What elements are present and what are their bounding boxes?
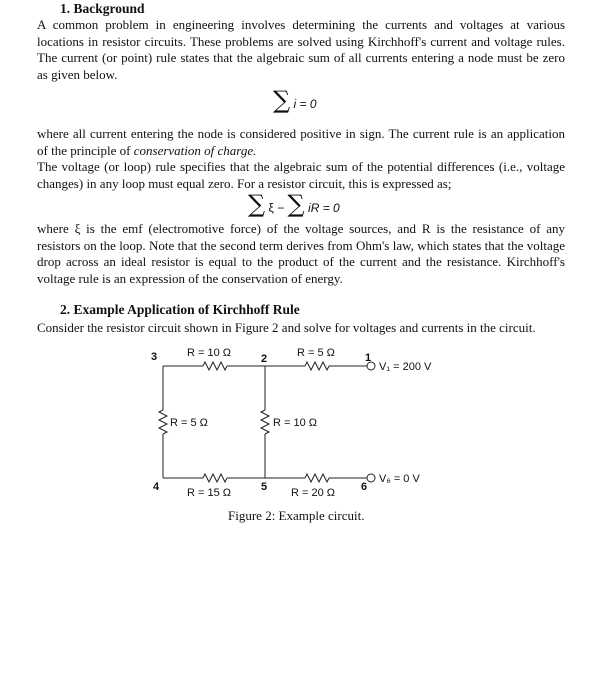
node-5-label: 5 (261, 481, 268, 493)
resistor-3-2 (203, 362, 227, 370)
sigma-symbol-2: ∑ (287, 190, 305, 218)
section2-intro: Consider the resistor circuit shown in Figure 2 and solve for voltages and currents in the circuit. (37, 320, 536, 335)
resistor-5-6 (305, 474, 329, 482)
background-paragraph-4: where ξ is the emf (electromotive force) of the voltage sources, and R is the resistance of any resistors on the loop. Note that the second term derives from Ohm's law, which states that the voltage drop across an ideal resistor is equal to the product of the current and the resistance. Kirchhoff's voltage rule is an expression of the conservation of energy. (37, 221, 565, 286)
node-1-label: 1 (365, 352, 372, 364)
eq1-text: i = 0 (293, 97, 317, 111)
figure-caption: Figure 2: Example circuit. (228, 508, 365, 523)
para2-text: where all current entering the node is considered positive in sign. The current rule is an application of the principle of (37, 126, 565, 158)
v1-label: V₁ = 200 V (379, 361, 432, 373)
section2-heading: 2. Example Application of Kirchhoff Rule (60, 302, 300, 317)
node-2-label: 2 (261, 353, 268, 365)
section1-heading: 1. Background (60, 1, 145, 16)
eq2-text: iR = 0 (308, 201, 340, 215)
para2-italic: conservation of charge. (133, 142, 257, 158)
background-paragraph-3: The voltage (or loop) rule specifies that the algebraic sum of the potential differences (i.e., voltage changes) in any loop must equal zero. For a resistor circuit, this is expressed as; (37, 159, 565, 191)
sigma-symbol: ∑ (273, 86, 291, 114)
node-4-label: 4 (153, 481, 160, 493)
resistor-3-4 (159, 410, 167, 434)
sigma-symbol-1: ∑ (248, 190, 266, 218)
r34-label: R = 5 Ω (170, 417, 208, 429)
r56-label: R = 20 Ω (291, 487, 335, 499)
r21-label: R = 5 Ω (297, 347, 335, 359)
resistor-2-1 (305, 362, 329, 370)
node-6-label: 6 (361, 481, 368, 493)
r25-label: R = 10 Ω (273, 417, 317, 429)
node-3-label: 3 (151, 351, 158, 363)
resistor-2-5 (261, 410, 269, 434)
resistor-4-5 (203, 474, 227, 482)
background-paragraph-1: A common problem in engineering involves determining the currents and voltages at various locations in resistor circuits. These problems are solved using Kirchhoff's current and voltage rules. The current (or point) rule states that the algebraic sum of all currents entering a node must be zero as given below. (37, 17, 565, 82)
eq2-xi: ξ − (268, 201, 285, 215)
r45-label: R = 15 Ω (187, 487, 231, 499)
terminal-v6 (367, 474, 375, 482)
v6-label: V₆ = 0 V (379, 473, 420, 485)
r32-label: R = 10 Ω (187, 347, 231, 359)
